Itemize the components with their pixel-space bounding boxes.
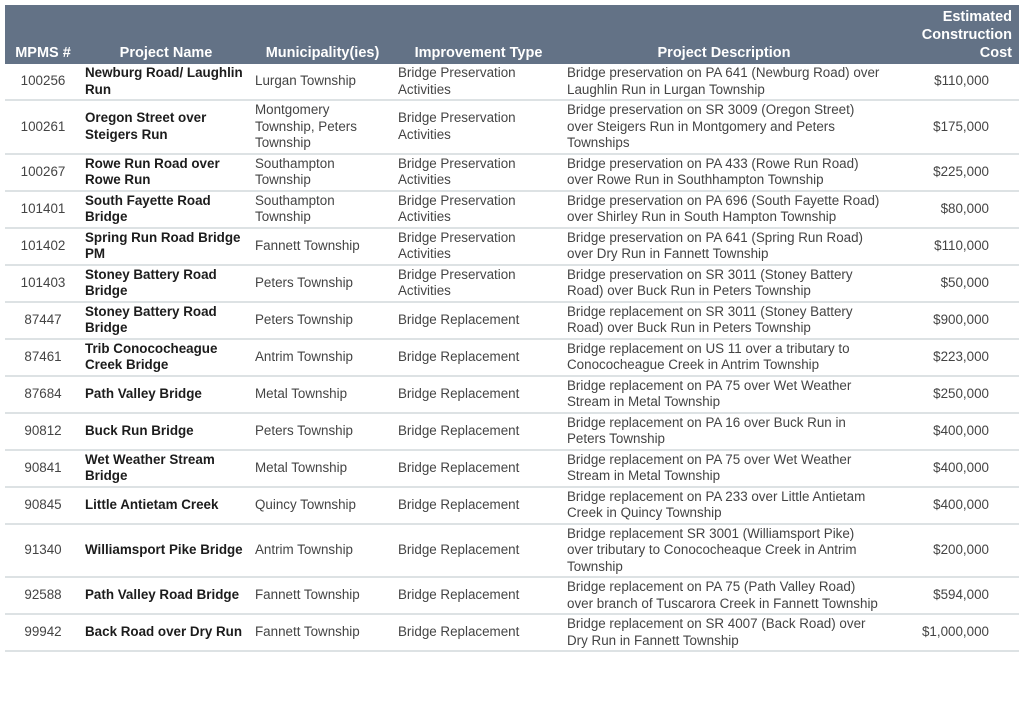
cell-construction-cost: $50,000: [885, 265, 1019, 302]
cell-improvement-type: Bridge Replacement: [394, 614, 563, 651]
cell-mpms: 99942: [5, 614, 81, 651]
cell-municipality: Peters Township: [251, 265, 394, 302]
header-project-name: Project Name: [81, 5, 251, 64]
cell-construction-cost: $223,000: [885, 339, 1019, 376]
table-row: [5, 339, 1019, 376]
cell-municipality: Antrim Township: [251, 339, 394, 376]
cell-description: Bridge preservation on PA 641 (Newburg Road) over Laughlin Run in Lurgan Township: [563, 64, 885, 100]
header-improvement-type: Improvement Type: [394, 5, 563, 64]
cell-construction-cost: $900,000: [885, 302, 1019, 339]
cell-municipality: Lurgan Township: [251, 64, 394, 100]
cell-description: Bridge replacement on SR 3011 (Stoney Battery Road) over Buck Run in Peters Township: [563, 302, 885, 339]
table-row: [5, 100, 1019, 154]
table-row: [5, 524, 1019, 578]
table-row: [5, 450, 1019, 487]
cell-project-name: Williamsport Pike Bridge: [81, 524, 251, 578]
cell-mpms: 90841: [5, 450, 81, 487]
cell-project-name: Trib Conococheague Creek Bridge: [81, 339, 251, 376]
table-row: [5, 577, 1019, 614]
cell-description: Bridge replacement on PA 75 (Path Valley Road) over branch of Tuscarora Creek in Fannett Township: [563, 577, 885, 614]
cell-improvement-type: Bridge Replacement: [394, 577, 563, 614]
cell-improvement-type: Bridge Preservation Activities: [394, 191, 563, 228]
table-row: [5, 191, 1019, 228]
cell-project-name: Path Valley Bridge: [81, 376, 251, 413]
cell-improvement-type: Bridge Preservation Activities: [394, 228, 563, 265]
cell-municipality: Metal Township: [251, 450, 394, 487]
cell-description: Bridge replacement on PA 75 over Wet Weather Stream in Metal Township: [563, 450, 885, 487]
cell-improvement-type: Bridge Preservation Activities: [394, 64, 563, 100]
cell-municipality: Metal Township: [251, 376, 394, 413]
cell-mpms: 100256: [5, 64, 81, 100]
cell-construction-cost: $400,000: [885, 413, 1019, 450]
cell-municipality: Antrim Township: [251, 524, 394, 578]
cell-improvement-type: Bridge Replacement: [394, 376, 563, 413]
cell-project-name: Newburg Road/ Laughlin Run: [81, 64, 251, 100]
table-body: [5, 64, 1019, 651]
cell-municipality: Montgomery Township, Peters Township: [251, 100, 394, 154]
header-cost-line1: Estimated: [942, 9, 1012, 25]
table-row: [5, 487, 1019, 524]
cell-description: Bridge replacement on PA 16 over Buck Run in Peters Township: [563, 413, 885, 450]
cell-mpms: 87461: [5, 339, 81, 376]
header-description: Project Description: [563, 5, 885, 64]
header-mpms: MPMS #: [5, 5, 81, 64]
cell-construction-cost: $110,000: [885, 228, 1019, 265]
cell-improvement-type: Bridge Replacement: [394, 524, 563, 578]
cell-construction-cost: $250,000: [885, 376, 1019, 413]
header-cost-line2: Construction Cost: [921, 27, 1012, 61]
table-row: [5, 154, 1019, 191]
cell-project-name: Back Road over Dry Run: [81, 614, 251, 651]
cell-mpms: 100267: [5, 154, 81, 191]
table-row: [5, 64, 1019, 100]
cell-improvement-type: Bridge Replacement: [394, 339, 563, 376]
cell-mpms: 100261: [5, 100, 81, 154]
cell-improvement-type: Bridge Replacement: [394, 487, 563, 524]
cell-construction-cost: $1,000,000: [885, 614, 1019, 651]
cell-description: Bridge replacement on SR 4007 (Back Road) over Dry Run in Fannett Township: [563, 614, 885, 651]
cell-municipality: Fannett Township: [251, 614, 394, 651]
cell-mpms: 101403: [5, 265, 81, 302]
cell-construction-cost: $400,000: [885, 487, 1019, 524]
cell-improvement-type: Bridge Replacement: [394, 413, 563, 450]
cell-mpms: 87447: [5, 302, 81, 339]
cell-project-name: Little Antietam Creek: [81, 487, 251, 524]
header-construction-cost: [885, 5, 1019, 64]
cell-project-name: Stoney Battery Road Bridge: [81, 302, 251, 339]
cell-construction-cost: $200,000: [885, 524, 1019, 578]
cell-improvement-type: Bridge Replacement: [394, 450, 563, 487]
cell-mpms: 90845: [5, 487, 81, 524]
cell-municipality: Peters Township: [251, 413, 394, 450]
cell-mpms: 92588: [5, 577, 81, 614]
cell-construction-cost: $594,000: [885, 577, 1019, 614]
cell-mpms: 101401: [5, 191, 81, 228]
table-header: [5, 5, 1019, 64]
cell-mpms: 91340: [5, 524, 81, 578]
cell-description: Bridge replacement on PA 75 over Wet Weather Stream in Metal Township: [563, 376, 885, 413]
cell-improvement-type: Bridge Preservation Activities: [394, 265, 563, 302]
cell-description: Bridge preservation on SR 3009 (Oregon Street) over Steigers Run in Montgomery and Peters Townships: [563, 100, 885, 154]
header-municipality: Municipality(ies): [251, 5, 394, 64]
cell-description: Bridge replacement on PA 233 over Little Antietam Creek in Quincy Township: [563, 487, 885, 524]
bridge-projects-table-container: [5, 5, 1019, 652]
cell-mpms: 90812: [5, 413, 81, 450]
cell-municipality: Fannett Township: [251, 228, 394, 265]
cell-project-name: Oregon Street over Steigers Run: [81, 100, 251, 154]
cell-municipality: Fannett Township: [251, 577, 394, 614]
cell-construction-cost: $400,000: [885, 450, 1019, 487]
table-row: [5, 265, 1019, 302]
cell-description: Bridge preservation on SR 3011 (Stoney Battery Road) over Buck Run in Peters Township: [563, 265, 885, 302]
table-row: [5, 413, 1019, 450]
cell-construction-cost: $225,000: [885, 154, 1019, 191]
table-row: [5, 376, 1019, 413]
cell-construction-cost: $80,000: [885, 191, 1019, 228]
cell-project-name: Buck Run Bridge: [81, 413, 251, 450]
cell-improvement-type: Bridge Replacement: [394, 302, 563, 339]
cell-project-name: Path Valley Road Bridge: [81, 577, 251, 614]
cell-project-name: Wet Weather Stream Bridge: [81, 450, 251, 487]
cell-municipality: Quincy Township: [251, 487, 394, 524]
cell-municipality: Southampton Township: [251, 154, 394, 191]
cell-description: Bridge replacement SR 3001 (Williamsport Pike) over tributary to Conococheaque Creek in Antrim Township: [563, 524, 885, 578]
cell-improvement-type: Bridge Preservation Activities: [394, 154, 563, 191]
bridge-projects-table: [5, 5, 1019, 652]
cell-project-name: Rowe Run Road over Rowe Run: [81, 154, 251, 191]
cell-description: Bridge preservation on PA 641 (Spring Run Road) over Dry Run in Fannett Township: [563, 228, 885, 265]
cell-municipality: Peters Township: [251, 302, 394, 339]
cell-construction-cost: $110,000: [885, 64, 1019, 100]
table-row: [5, 614, 1019, 651]
cell-description: Bridge preservation on PA 433 (Rowe Run Road) over Rowe Run in Southhampton Township: [563, 154, 885, 191]
cell-project-name: Spring Run Road Bridge PM: [81, 228, 251, 265]
cell-municipality: Southampton Township: [251, 191, 394, 228]
cell-mpms: 101402: [5, 228, 81, 265]
table-row: [5, 302, 1019, 339]
cell-improvement-type: Bridge Preservation Activities: [394, 100, 563, 154]
cell-mpms: 87684: [5, 376, 81, 413]
cell-description: Bridge replacement on US 11 over a tributary to Conococheague Creek in Antrim Township: [563, 339, 885, 376]
table-row: [5, 228, 1019, 265]
cell-project-name: South Fayette Road Bridge: [81, 191, 251, 228]
cell-project-name: Stoney Battery Road Bridge: [81, 265, 251, 302]
cell-description: Bridge preservation on PA 696 (South Fayette Road) over Shirley Run in South Hampton Township: [563, 191, 885, 228]
cell-construction-cost: $175,000: [885, 100, 1019, 154]
header-row: [5, 5, 1019, 64]
